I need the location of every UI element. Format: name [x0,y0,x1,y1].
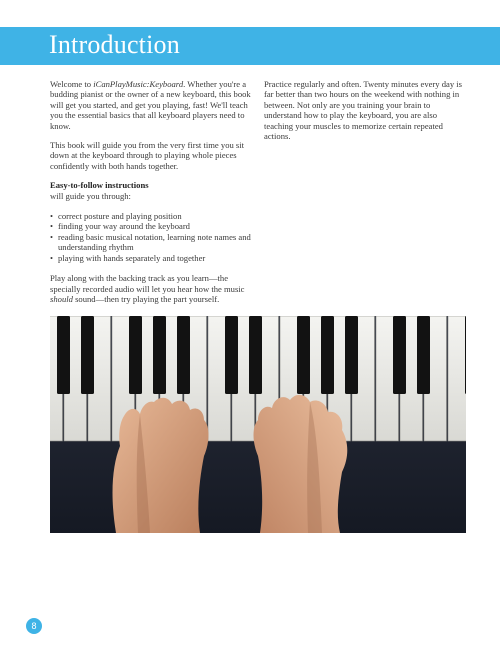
intro-text-end: . Whether you're a budding pianist or the owner of a new keyboard, this book will get you started, and get you playing, fast! We'll teach you the essential basics that all keyboard players need to know. [50,79,251,131]
bullet-icon: • [50,252,54,263]
practice-paragraph: Practice regularly and often. Twenty minutes every day is far better than two hours on the weekend with nothing in between. Not only are you training your brain to understand how to play the keyboard, you are also teaching your muscles to memorize certain repeated actions. [264,79,463,142]
instructions-heading: Easy-to-follow instructions [50,180,149,191]
right-hand [254,395,348,533]
guide-paragraph: This book will guide you from the very first time you sit down at the keyboard through to playing whole pieces confidently with both hands together. [50,140,245,171]
black-key [153,316,166,394]
left-hand [113,398,209,533]
bullet-icon: • [50,211,54,222]
page-number-badge: 8 [26,618,42,634]
keyboard-hands-illustration [50,316,466,533]
black-key [129,316,142,394]
black-key [81,316,94,394]
playalong-text-start: Play along with the backing track as you learn—the specially recorded audio will let you hear how the music [50,273,245,294]
list-item-text: correct posture and playing position [58,211,182,222]
list-item [50,221,255,231]
page-title: Introduction [49,30,180,59]
playalong-emphasis: should [50,293,73,304]
brand-name: iCanPlayMusic:Keyboard [93,79,184,89]
left-column [50,79,255,313]
black-key [345,316,358,394]
black-key [297,316,310,394]
black-key [57,316,70,394]
intro-text-start: Welcome to [50,79,94,89]
black-key [177,316,190,394]
black-key [249,316,262,394]
playalong-text-end: sound—then try playing the part yourself. [72,293,220,304]
bullet-icon: • [50,221,54,232]
list-item [50,253,255,263]
keyboard-hands-photo [50,316,466,533]
instructions-list [50,211,255,263]
white-key [448,316,466,441]
intro-paragraph [50,79,255,131]
right-column [264,79,464,150]
black-key [465,316,466,394]
instructions-section [50,180,255,263]
instructions-subheading: will guide you through: [50,190,131,201]
black-key [393,316,406,394]
playalong-paragraph [50,273,255,304]
bullet-icon: • [50,231,54,242]
list-item [50,232,255,253]
list-item [50,211,255,221]
black-key [321,316,334,394]
black-key [417,316,430,394]
list-item-text: finding your way around the keyboard [58,221,190,232]
black-key [225,316,238,394]
list-item-text: reading basic musical notation, learning note names and understanding rhythm [58,231,251,253]
list-item-text: playing with hands separately and together [58,252,206,263]
